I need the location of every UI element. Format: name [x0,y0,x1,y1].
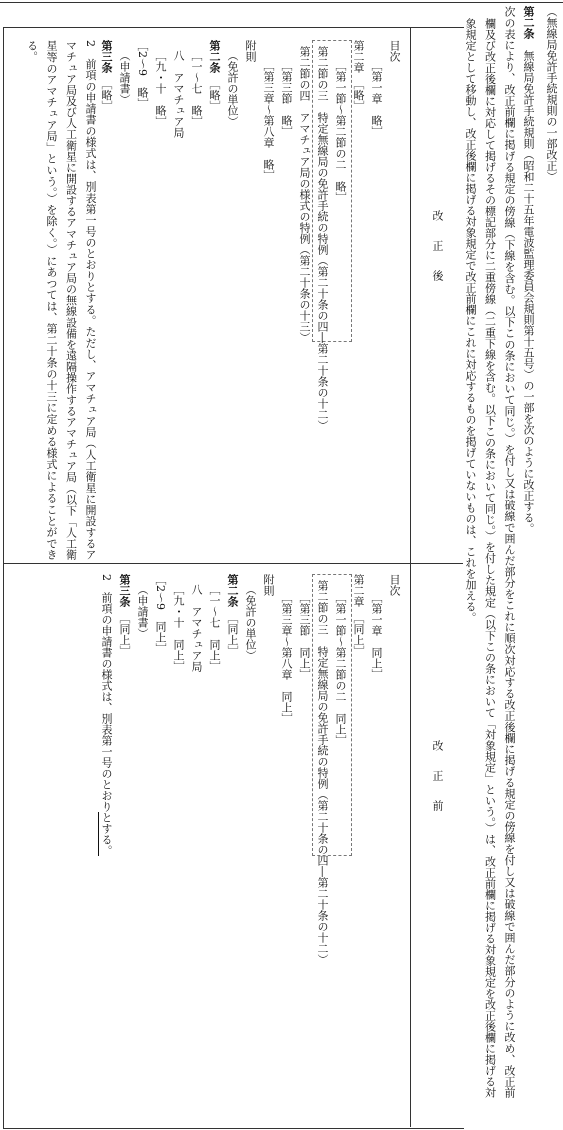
after-toc: 目次 [388,40,401,62]
before-s3: 第二節の三 特定無線局の免許手続の特例（第二十条の四―第二十条の十二） [316,580,329,965]
intro-paragraph-2: 次の表により、改正前欄に掲げる規定の傍線（下線を含む。以下この条において同じ。）を付し又は破線で囲んだ部分をこれに順次対応する改正後欄に掲げる規定の傍線を付し又は破線で囲んだ部分のように改め、改正前欄及び改正後欄に対応して掲げるその標記部分に二重傍線（二重下線を含む。以下この条において同じ。）を付した規定（以下この条において「対象規定」という。）は、改正前欄に掲げる対象規定を改正後欄に掲げる対象規定として移動し、改正後欄に掲げる対象規定で改正前欄にこれに対応するものを掲げていないものは、これを加える。 [464,6,516,1098]
after-ch2: 第二章 ［略］ [352,40,365,112]
before-list1-7: ［一～七 同上］ [208,584,221,672]
before-s1-2: ［第一節～第二節の二 同上］ [334,592,347,746]
article-heading: 第二条 [522,6,535,39]
after-header: 改 正 後 [431,210,444,285]
top-rule [0,2,563,3]
after-ch1: ［第一章 略］ [370,60,383,137]
before-ch1: ［第一章 同上］ [370,592,383,680]
before-s3-ch2: ［第三節 同上］ [298,592,311,680]
before-item8: 八 アマチュア局 [190,584,203,672]
after-suppl: 附則 [244,40,257,62]
before-ch3-8: ［第三章～第八章 同上］ [280,592,293,724]
before-art3: 第三条 ［同上］ [118,574,131,657]
after-para2: 2 前項の申請書の様式は、別表第一号のとおりとする。ただし、アマチュア局（人工衛星に開設するアマチュア局及び人工衛星に開設するアマチュア局の無線設備を遠隔操作するアマチュア局（以下「人工衛星等のアマチュア局」という。）を除く。）にあつては、第二十条の十三に定める様式によることができる。 [25,40,97,560]
after-ch3-8: ［第三章～第八章 略］ [262,60,275,181]
after-item9-10: ［九・十 略］ [154,50,167,127]
header-column-divider [410,27,411,1127]
before-app: （申請書） [136,584,149,639]
after-art2: 第二条 ［略］ [208,40,221,112]
after-unit: （免許の単位） [226,50,239,127]
before-header: 改 正 前 [431,740,444,815]
after-p2-9: ［2～9 略］ [136,40,149,109]
intro-paragraph-1: 第二条 無線局免許手続規則（昭和二十五年電波監理委員会規則第十五号）の一部を次のように改正する。 [522,6,535,534]
after-item8: 八 アマチュア局 [172,50,185,138]
after-art3: 第三条 ［略］ [100,40,113,112]
row-divider [3,563,463,564]
underlined-change: とする。 [100,812,113,856]
before-unit: （免許の単位） [244,584,257,661]
after-s3-ch2: ［第三節 略］ [280,60,293,137]
before-p2-9: ［2～9 同上］ [154,574,167,654]
after-s4: 第二節の四 アマチュア局の様式の特例（第二十条の十三） [298,46,311,343]
before-suppl: 附則 [262,574,275,596]
after-s1-2: ［第一節～第二節の二 略］ [334,60,347,203]
after-list1-7: ［一～七 略］ [190,50,203,127]
before-ch2: 第二章 ［同上］ [352,574,365,657]
before-art2: 第二条 ［同上］ [226,574,239,657]
after-app: （申請書） [118,50,131,105]
before-para2: 2 前項の申請書の様式は、別表第一号のとおりとする。 [100,574,113,856]
before-item9-10: ［九・十 同上］ [172,584,185,672]
amendment-header: （無線局免許手続規則の一部改正） [545,6,558,182]
after-s3: 第二節の三 特定無線局の免許手続の特例（第二十条の四―第二十条の十二） [316,46,329,431]
before-toc: 目次 [388,574,401,596]
